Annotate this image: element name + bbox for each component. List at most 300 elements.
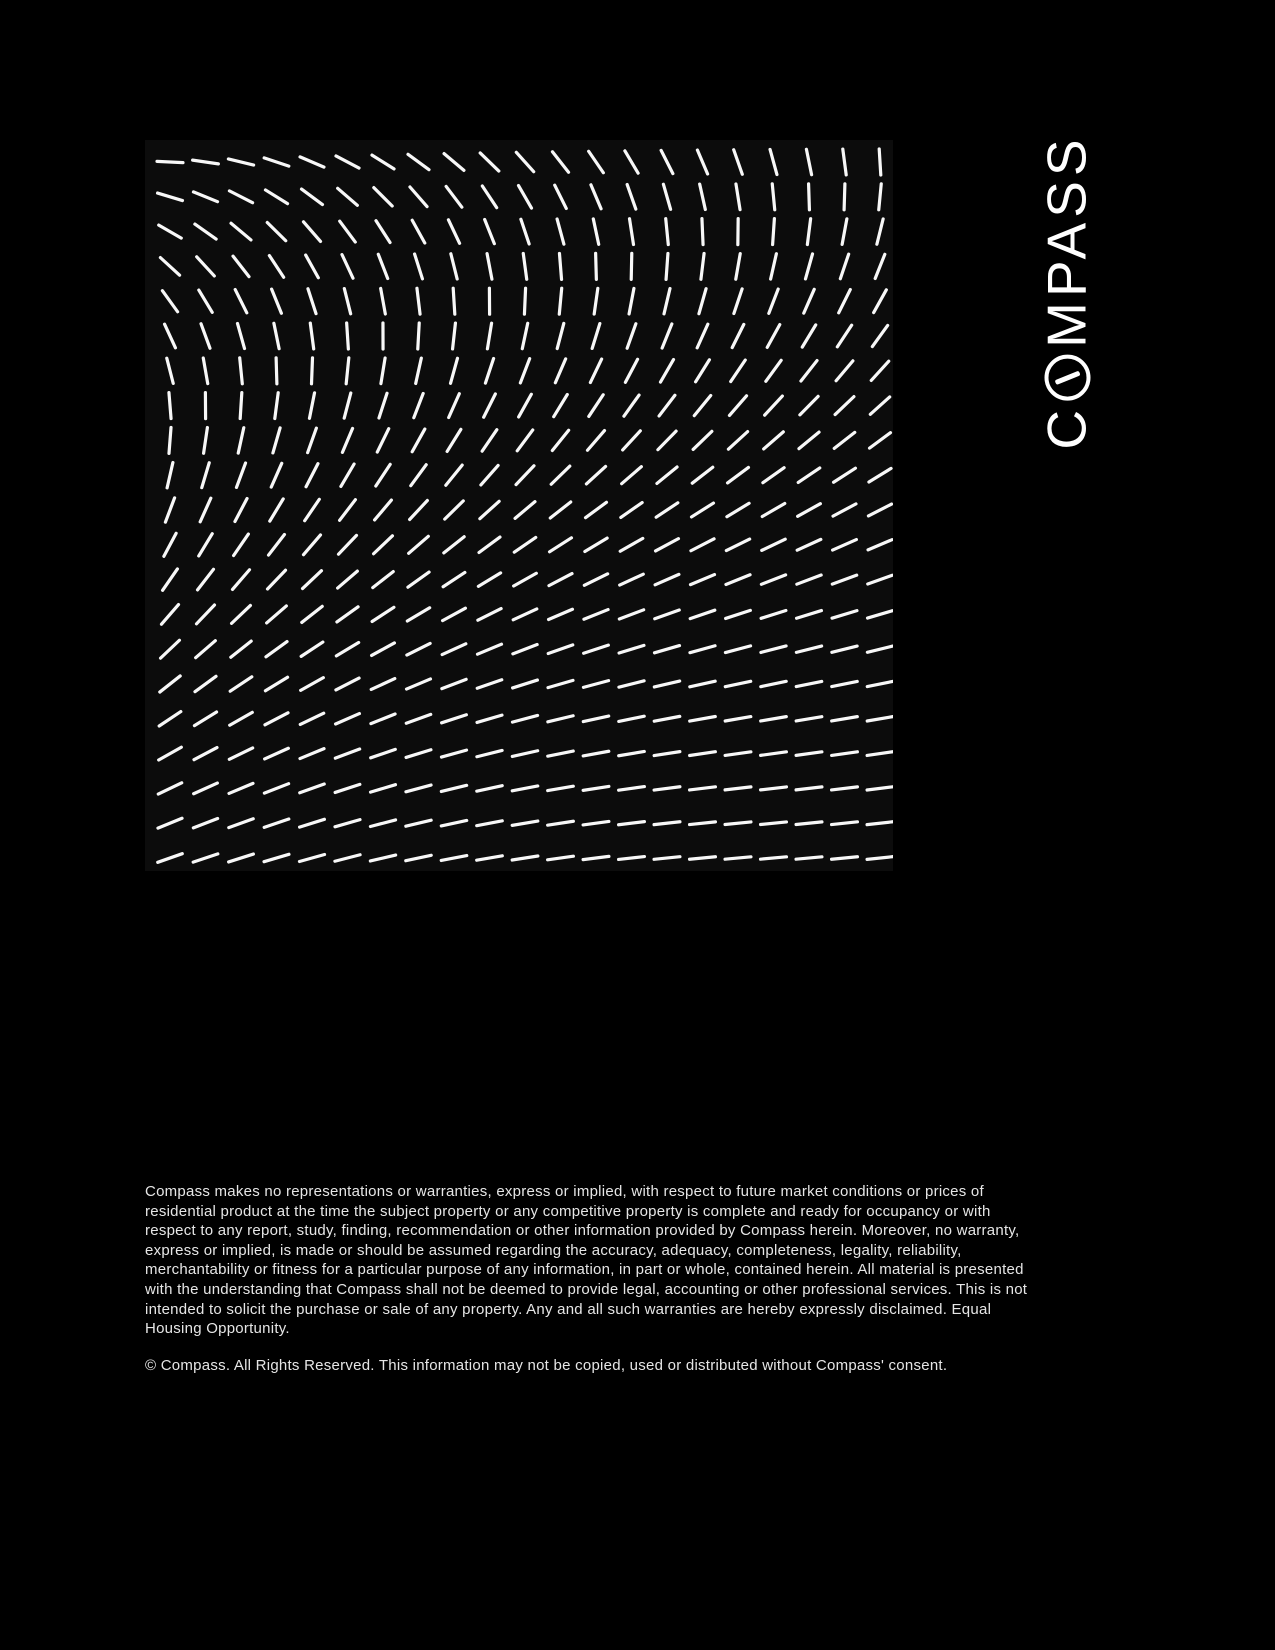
disclaimer-line: intended to solicit the purchase or sale of any property. Any and all such warranties are hereby expressly disclaimed. Equal (145, 1300, 992, 1318)
flow-line (761, 787, 787, 790)
flow-line (619, 610, 643, 619)
flow-line (446, 186, 462, 207)
flow-line (300, 819, 325, 827)
flow-line (654, 752, 680, 756)
flow-line (584, 645, 609, 653)
flow-line (478, 573, 500, 586)
flow-line (521, 219, 529, 244)
flow-line (441, 856, 467, 861)
flow-line (477, 715, 502, 722)
flow-line (589, 151, 604, 172)
flow-line (158, 854, 183, 863)
flow-line (834, 468, 856, 482)
flow-line (763, 468, 784, 483)
flow-line (762, 539, 785, 550)
flow-line (198, 569, 214, 590)
flow-line (549, 574, 572, 586)
flow-line (664, 289, 670, 314)
flow-line (869, 468, 891, 482)
flow-line (832, 717, 858, 721)
flow-line (766, 360, 781, 381)
flow-line (406, 714, 430, 723)
flow-line (194, 748, 217, 760)
flow-line (512, 786, 538, 791)
flow-line (656, 503, 678, 517)
flow-line (832, 575, 856, 584)
flow-line (487, 254, 492, 280)
flow-line (772, 184, 774, 210)
flow-line (416, 358, 422, 383)
flow-line (336, 678, 359, 690)
flow-line (229, 191, 252, 203)
flow-line (832, 681, 857, 686)
flow-line (870, 433, 891, 448)
flow-line (487, 323, 491, 349)
flow-line (697, 150, 707, 174)
flow-line (798, 468, 820, 483)
flow-line (839, 290, 851, 313)
flow-line (867, 646, 892, 652)
flow-line (875, 254, 885, 278)
flow-line (583, 681, 608, 688)
flow-line (515, 502, 535, 519)
flow-line (550, 538, 572, 552)
flow-line (203, 358, 207, 384)
flow-line (552, 152, 568, 172)
flow-line (867, 681, 892, 686)
flow-line (592, 324, 600, 349)
flow-line (445, 501, 464, 519)
flow-line (807, 219, 810, 245)
flow-line (335, 749, 359, 758)
flow-line (229, 783, 253, 793)
compass-o-icon (1044, 355, 1090, 401)
flow-line (549, 609, 573, 619)
flow-line (453, 323, 456, 349)
flow-line (588, 431, 605, 451)
flow-line (338, 571, 358, 588)
flow-line (371, 749, 396, 757)
flow-line (346, 358, 349, 384)
flow-line (868, 504, 891, 516)
flow-line (625, 151, 638, 173)
flow-line (697, 324, 708, 348)
flow-line (376, 221, 390, 243)
flow-line (374, 536, 393, 554)
flow-line (268, 570, 286, 589)
flow-line (559, 288, 561, 314)
flow-line (725, 681, 750, 686)
flow-line (550, 502, 570, 518)
flow-line (481, 465, 498, 485)
flow-line (265, 748, 289, 759)
flow-line (336, 156, 359, 168)
flow-line (371, 785, 396, 792)
flow-line (726, 610, 751, 618)
flow-line (453, 288, 455, 314)
flow-line (335, 855, 360, 861)
flow-line (406, 820, 431, 826)
flow-line (381, 288, 386, 314)
flow-line (801, 361, 817, 381)
flow-line (840, 254, 848, 279)
flow-line (771, 254, 777, 279)
compass-needle-icon (1054, 371, 1080, 385)
flow-line (306, 255, 319, 278)
flow-line (583, 856, 609, 859)
flow-line (274, 323, 279, 348)
flow-line (441, 750, 466, 757)
flow-line (480, 501, 499, 518)
flow-line (867, 717, 893, 721)
flow-line (448, 220, 459, 244)
flow-line (235, 498, 247, 521)
flow-line (443, 608, 466, 620)
flow-line (555, 359, 565, 383)
flow-line (524, 288, 525, 314)
flow-line (559, 253, 561, 279)
flow-line (370, 855, 395, 861)
flow-line (736, 254, 740, 280)
flow-line (796, 787, 822, 790)
flow-line (619, 787, 645, 791)
flow-line (160, 676, 180, 692)
flow-line (833, 504, 856, 516)
flow-line (631, 253, 632, 279)
flow-line (800, 396, 818, 415)
flow-line (265, 713, 288, 725)
flow-line (761, 717, 787, 721)
flow-line (342, 255, 353, 279)
flow-line (655, 610, 679, 619)
flow-line (552, 430, 568, 450)
flow-line (336, 714, 360, 724)
flow-line (446, 465, 462, 485)
flow-line (629, 288, 634, 314)
flow-line (374, 188, 392, 206)
flow-line (234, 534, 249, 555)
flow-line (451, 254, 457, 279)
flow-line (161, 640, 180, 658)
flow-line (877, 219, 883, 244)
flow-line (834, 432, 855, 448)
flow-line (344, 289, 350, 314)
flow-line (804, 289, 814, 313)
copyright-text: © Compass. All Rights Reserved. This information may not be copied, used or distributed without Compass' consent. (145, 1357, 948, 1374)
flow-line (554, 395, 568, 417)
flow-line (229, 748, 252, 759)
flow-line (655, 574, 679, 584)
flow-line (796, 857, 822, 859)
flow-line (232, 605, 251, 623)
flow-line (619, 751, 645, 755)
logo-letters-mpass: MPASS (1035, 134, 1098, 348)
flow-line (407, 608, 429, 621)
flow-line (761, 822, 787, 825)
flow-line (619, 645, 644, 653)
flow-line (477, 680, 502, 689)
flow-line (372, 155, 394, 169)
flow-line (158, 818, 182, 828)
flow-line (371, 679, 395, 690)
flow-line (655, 646, 680, 653)
flow-line (769, 289, 778, 313)
flow-line (484, 394, 496, 417)
flow-line (523, 254, 526, 280)
flow-line (619, 857, 645, 860)
flow-line (406, 750, 431, 758)
disclaimer-line: with the understanding that Compass shall not be deemed to provide legal, accounting or other professional services. This is not (145, 1280, 1028, 1298)
flow-line (690, 610, 715, 618)
flow-line (301, 642, 323, 656)
flow-line (770, 149, 777, 174)
flow-line (302, 189, 323, 204)
flow-line (514, 573, 537, 586)
flow-line (690, 646, 715, 653)
disclaimer-line: Housing Opportunity. (145, 1320, 290, 1338)
flow-line (548, 856, 574, 860)
flow-line (867, 822, 893, 825)
flow-line (447, 429, 461, 451)
flow-line (238, 428, 244, 453)
flow-line (832, 646, 857, 652)
flow-line (230, 677, 252, 691)
flow-line (310, 323, 313, 349)
flow-line (442, 679, 466, 688)
flow-line (337, 607, 358, 622)
flow-line (832, 752, 858, 756)
flow-line (867, 787, 893, 790)
flow-line (159, 747, 182, 760)
flow-line (879, 184, 881, 210)
flow-line (308, 428, 317, 453)
flow-line (621, 503, 642, 518)
flow-line (870, 397, 889, 414)
disclaimer-line: express or implied, is made or should be assumed regarding the accuracy, adequacy, completeness, legality, reliability, (145, 1241, 962, 1259)
flow-line (654, 787, 680, 790)
flow-line (666, 253, 668, 279)
flow-line (693, 431, 712, 449)
flow-line (512, 751, 537, 757)
flow-line (231, 641, 251, 657)
flow-line (661, 150, 673, 173)
flow-line (764, 432, 784, 449)
flow-line (372, 643, 395, 656)
flow-line (158, 783, 181, 794)
flow-line (734, 150, 743, 175)
flow-line (270, 499, 283, 521)
flow-line (732, 324, 744, 347)
flow-line (832, 787, 858, 790)
flow-line (194, 712, 216, 726)
flow-line (699, 289, 706, 314)
flow-line (240, 393, 242, 419)
flow-line (512, 856, 538, 860)
flow-line (477, 786, 502, 792)
flow-line (868, 575, 893, 584)
flow-line (832, 611, 857, 619)
flow-line (197, 257, 215, 276)
flow-line (773, 219, 775, 245)
flow-line (833, 540, 857, 551)
flow-line (477, 856, 503, 860)
flow-line (513, 680, 538, 688)
flow-line (372, 607, 394, 621)
flow-line (341, 464, 354, 486)
flow-line (267, 222, 286, 240)
flow-line (725, 646, 750, 653)
flow-line (193, 854, 218, 862)
disclaimer-line: Compass makes no representations or warranties, express or implied, with respect to future market conditions or prices of (145, 1183, 984, 1200)
flow-line (406, 855, 431, 860)
flow-line (797, 539, 821, 550)
flow-line (197, 605, 215, 624)
flow-line (519, 186, 532, 209)
flow-line (240, 358, 243, 384)
flow-line (169, 393, 171, 419)
flow-line (728, 467, 749, 482)
flow-line (694, 396, 710, 416)
flow-line (408, 572, 429, 587)
flow-line (417, 288, 420, 314)
flow-line (836, 361, 853, 381)
flow-line (479, 537, 500, 552)
flow-line (165, 324, 176, 348)
flow-line (619, 681, 644, 687)
compass-logo (1035, 134, 1098, 450)
flow-line (236, 463, 245, 487)
flow-line (586, 466, 605, 484)
flow-line (700, 184, 706, 209)
flow-line (300, 784, 324, 793)
flow-line (514, 537, 535, 552)
flow-line (485, 220, 495, 244)
flow-line (520, 359, 529, 383)
flow-line (837, 325, 851, 347)
flow-line (444, 537, 464, 553)
flow-line (726, 539, 749, 551)
flow-line (375, 500, 392, 520)
flow-line (199, 290, 212, 312)
flow-line (842, 219, 847, 245)
flow-line (264, 784, 288, 793)
flow-line (691, 575, 715, 585)
flow-line (765, 396, 783, 415)
flow-line (199, 534, 213, 556)
flow-line (266, 642, 287, 657)
flow-line (657, 467, 677, 483)
flow-line (662, 324, 672, 348)
flow-line (167, 358, 173, 383)
flow-line (373, 572, 393, 588)
flow-line (623, 431, 641, 450)
flow-line (449, 394, 460, 418)
flow-line (163, 569, 178, 590)
flow-line (832, 822, 858, 825)
flow-line (347, 323, 349, 349)
flow-line (593, 219, 598, 244)
flow-line (336, 643, 358, 656)
flow-line (265, 677, 287, 691)
flow-line (654, 857, 680, 860)
flow-line (477, 821, 503, 826)
flow-line (762, 503, 785, 516)
flow-line (692, 467, 713, 483)
flow-line (229, 854, 254, 862)
flow-line (619, 822, 645, 825)
flow-line (194, 783, 218, 794)
flow-line (690, 717, 716, 722)
flow-line (200, 498, 211, 522)
flow-line (267, 606, 287, 623)
flow-line (414, 393, 423, 417)
flow-line (165, 498, 174, 522)
flow-line (690, 857, 716, 859)
flow-line (161, 605, 178, 625)
flow-line (237, 323, 244, 348)
flow-line (557, 323, 564, 348)
flow-line (303, 571, 322, 589)
flow-field-svg (145, 140, 893, 871)
flow-line (725, 717, 751, 721)
flow-line (162, 291, 177, 312)
flow-line (271, 463, 282, 487)
flow-line (767, 325, 780, 348)
flow-line (451, 358, 458, 383)
flow-line (516, 466, 534, 485)
flow-line (444, 154, 464, 171)
flow-line (725, 787, 751, 790)
flow-line (590, 359, 601, 382)
flow-line (879, 149, 881, 175)
flow-line (410, 187, 427, 207)
flow-line (418, 323, 419, 349)
flow-line (656, 539, 679, 551)
flow-line (340, 221, 356, 242)
flow-line (410, 501, 428, 520)
flow-line (193, 160, 219, 164)
flow-line (844, 184, 845, 210)
flow-line (195, 676, 216, 691)
flow-line (725, 752, 751, 756)
flow-line (370, 820, 395, 827)
flow-line (477, 750, 502, 756)
flow-line (761, 646, 786, 652)
flow-line (630, 219, 634, 245)
flow-line (229, 819, 253, 828)
flow-line (275, 393, 278, 419)
flow-line (231, 223, 251, 240)
flow-line (619, 716, 644, 721)
flow-line (482, 186, 496, 208)
flow-line (728, 432, 747, 450)
flow-line (658, 431, 676, 450)
flow-line (235, 290, 247, 313)
flow-line (344, 393, 351, 418)
flow-line (620, 574, 644, 585)
flow-line (304, 535, 321, 555)
flow-line (338, 188, 358, 205)
flow-line (627, 185, 636, 210)
flow-line (339, 535, 357, 554)
flow-line (659, 395, 675, 416)
flow-line (269, 256, 283, 278)
flow-line (584, 610, 608, 620)
flow-line (761, 857, 787, 859)
flow-line (193, 819, 217, 828)
flow-line (835, 397, 854, 415)
flow-line (377, 429, 388, 452)
